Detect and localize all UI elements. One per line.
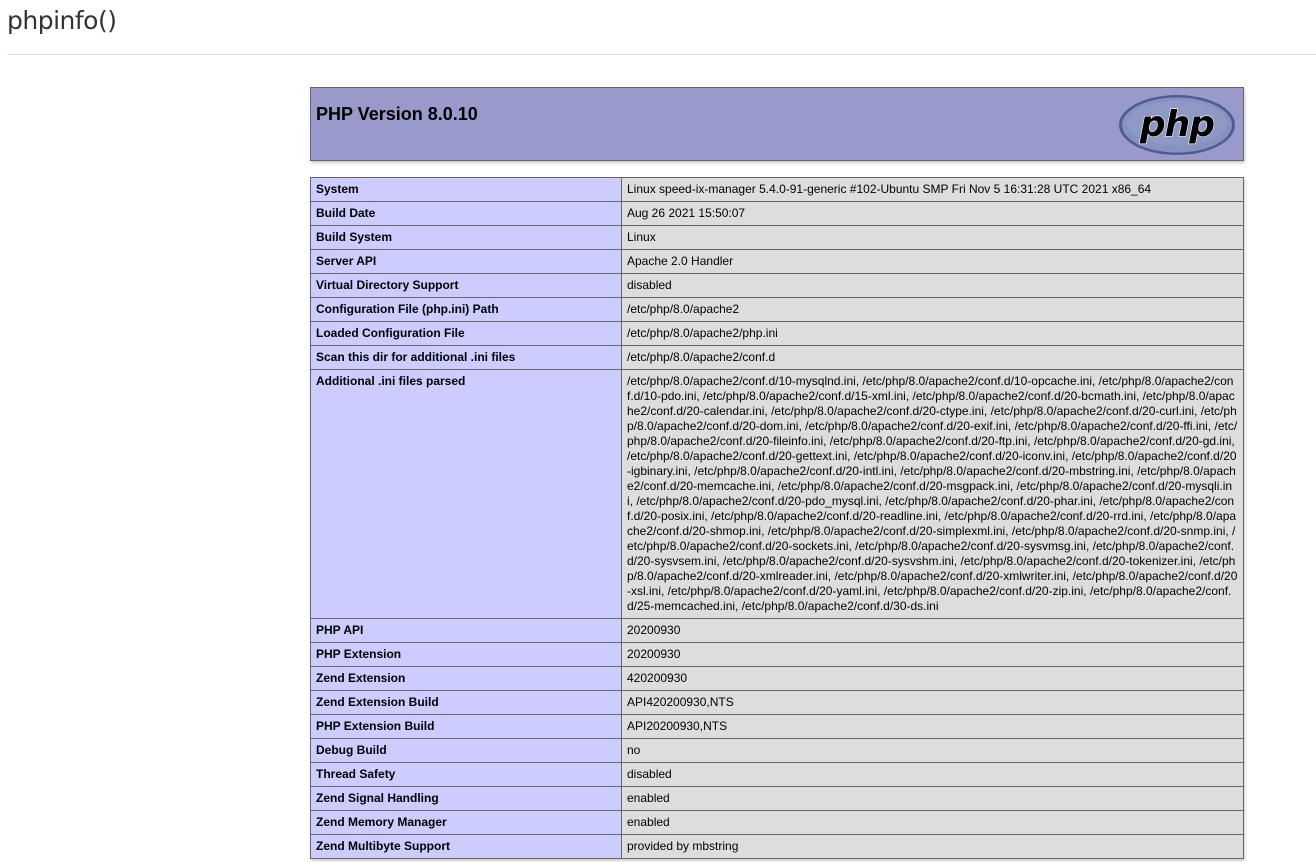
row-value: /etc/php/8.0/apache2/conf.d/10-mysqlnd.ini, /etc/php/8.0/apache2/conf.d/10-opcache.ini, /etc/php/8.0/apache2/conf.d/10-pdo.ini, /etc/php/8.0/apache2/conf.d/15-xml.ini, /etc/php/8.0/apache2/conf.d/20-bcmath.ini, /etc/php/8.0/apache2/conf.d/20-calendar.ini, /etc/php/8.0/apache2/conf.d/20-ctype.ini, /etc/php/8.0/apache2/conf.d/20-curl.ini, /etc/php/8.0/apache2/conf.d/20-dom.ini, /etc/php/8.0/apache2/conf.d/20-exif.ini, /etc/php/8.0/apache2/conf.d/20-ffi.ini, /etc/php/8.0/apache2/conf.d/20-fileinfo.ini, /etc/php/8.0/apache2/conf.d/20-ftp.ini, /etc/php/8.0/apache2/conf.d/20-gd.ini, /etc/php/8.0/apache2/conf.d/20-gettext.ini, /etc/php/8.0/apache2/conf.d/20-iconv.ini, /etc/php/8.0/apache2/conf.d/20-igbinary.ini, /etc/php/8.0/apache2/conf.d/20-intl.ini, /etc/php/8.0/apache2/conf.d/20-mbstring.ini, /etc/php/8.0/apache2/conf.d/20-memcache.ini, /etc/php/8.0/apache2/conf.d/20-msgpack.ini, /etc/php/8.0/apache2/conf.d/20-mysqli.ini, /etc/php/8.0/apache2/conf.d/20-pdo_mysql.ini, /etc/php/8.0/apache2/conf.d/20-phar.ini, /etc/php/8.0/apache2/conf.d/20-posix.ini, /etc/php/8.0/apache2/conf.d/20-readline.ini, /etc/php/8.0/apache2/conf.d/20-rrd.ini, /etc/php/8.0/apache2/conf.d/20-shmop.ini, /etc/php/8.0/apache2/conf.d/20-simplexml.ini, /etc/php/8.0/apache2/conf.d/20-snmp.ini, /etc/php/8.0/apache2/conf.d/20-sockets.ini, /etc/php/8.0/apache2/conf.d/20-sysvmsg.ini, /etc/php/8.0/apache2/conf.d/20-sysvsem.ini, /etc/php/8.0/apache2/conf.d/20-sysvshm.ini, /etc/php/8.0/apache2/conf.d/20-tokenizer.ini, /etc/php/8.0/apache2/conf.d/20-xmlreader.ini, /etc/php/8.0/apache2/conf.d/20-xmlwriter.ini, /etc/php/8.0/apache2/conf.d/20-xsl.ini, /etc/php/8.0/apache2/conf.d/20-yaml.ini, /etc/php/8.0/apache2/conf.d/20-zip.ini, /etc/php/8.0/apache2/conf.d/25-memcached.ini, /etc/php/8.0/apache2/conf.d/30-ds.ini (622, 370, 1244, 619)
table-row (311, 250, 1244, 274)
row-value: Linux (622, 226, 1244, 250)
row-label: System (311, 178, 622, 202)
row-value: disabled (622, 763, 1244, 787)
php-version-title: PHP Version 8.0.10 (316, 104, 478, 124)
row-value: API420200930,NTS (622, 691, 1244, 715)
row-value: no (622, 739, 1244, 763)
row-value: 20200930 (622, 619, 1244, 643)
table-row (311, 226, 1244, 250)
table-row (311, 202, 1244, 226)
page-title: phpinfo() (7, 6, 117, 35)
table-row (311, 178, 1244, 202)
table-row (311, 643, 1244, 667)
row-label: Build Date (311, 202, 622, 226)
row-label: Virtual Directory Support (311, 274, 622, 298)
row-label: Zend Extension (311, 667, 622, 691)
table-row (311, 811, 1244, 835)
row-label: Loaded Configuration File (311, 322, 622, 346)
row-value: enabled (622, 811, 1244, 835)
table-row (311, 370, 1244, 619)
php-logo-text: php (1139, 104, 1215, 145)
row-label: PHP Extension (311, 643, 622, 667)
row-label: PHP API (311, 619, 622, 643)
row-value: /etc/php/8.0/apache2 (622, 298, 1244, 322)
row-value: /etc/php/8.0/apache2/php.ini (622, 322, 1244, 346)
row-label: Zend Memory Manager (311, 811, 622, 835)
row-value: /etc/php/8.0/apache2/conf.d (622, 346, 1244, 370)
table-row (311, 763, 1244, 787)
row-value: 20200930 (622, 643, 1244, 667)
table-row (311, 619, 1244, 643)
table-row (311, 298, 1244, 322)
page-header (7, 0, 1316, 55)
row-label: Debug Build (311, 739, 622, 763)
row-value: Apache 2.0 Handler (622, 250, 1244, 274)
table-row (311, 322, 1244, 346)
table-row (311, 274, 1244, 298)
table-row (311, 691, 1244, 715)
row-value: Aug 26 2021 15:50:07 (622, 202, 1244, 226)
row-label: Zend Extension Build (311, 691, 622, 715)
row-label: PHP Extension Build (311, 715, 622, 739)
version-banner (310, 87, 1244, 161)
row-value: provided by mbstring (622, 835, 1244, 859)
php-logo-icon (1117, 93, 1237, 157)
row-label: Zend Multibyte Support (311, 835, 622, 859)
row-value: disabled (622, 274, 1244, 298)
table-row (311, 715, 1244, 739)
table-row (311, 835, 1244, 859)
table-row (311, 667, 1244, 691)
system-info-table (310, 177, 1244, 859)
row-label: Server API (311, 250, 622, 274)
row-value: Linux speed-ix-manager 5.4.0-91-generic #102-Ubuntu SMP Fri Nov 5 16:31:28 UTC 2021 x86_64 (622, 178, 1244, 202)
row-label: Scan this dir for additional .ini files (311, 346, 622, 370)
row-label: Build System (311, 226, 622, 250)
table-row (311, 739, 1244, 763)
table-row (311, 346, 1244, 370)
row-label: Thread Safety (311, 763, 622, 787)
row-value: 420200930 (622, 667, 1244, 691)
row-label: Configuration File (php.ini) Path (311, 298, 622, 322)
row-label: Zend Signal Handling (311, 787, 622, 811)
row-value: API20200930,NTS (622, 715, 1244, 739)
phpinfo-content (310, 87, 1244, 859)
row-label: Additional .ini files parsed (311, 370, 622, 619)
table-row (311, 787, 1244, 811)
row-value: enabled (622, 787, 1244, 811)
